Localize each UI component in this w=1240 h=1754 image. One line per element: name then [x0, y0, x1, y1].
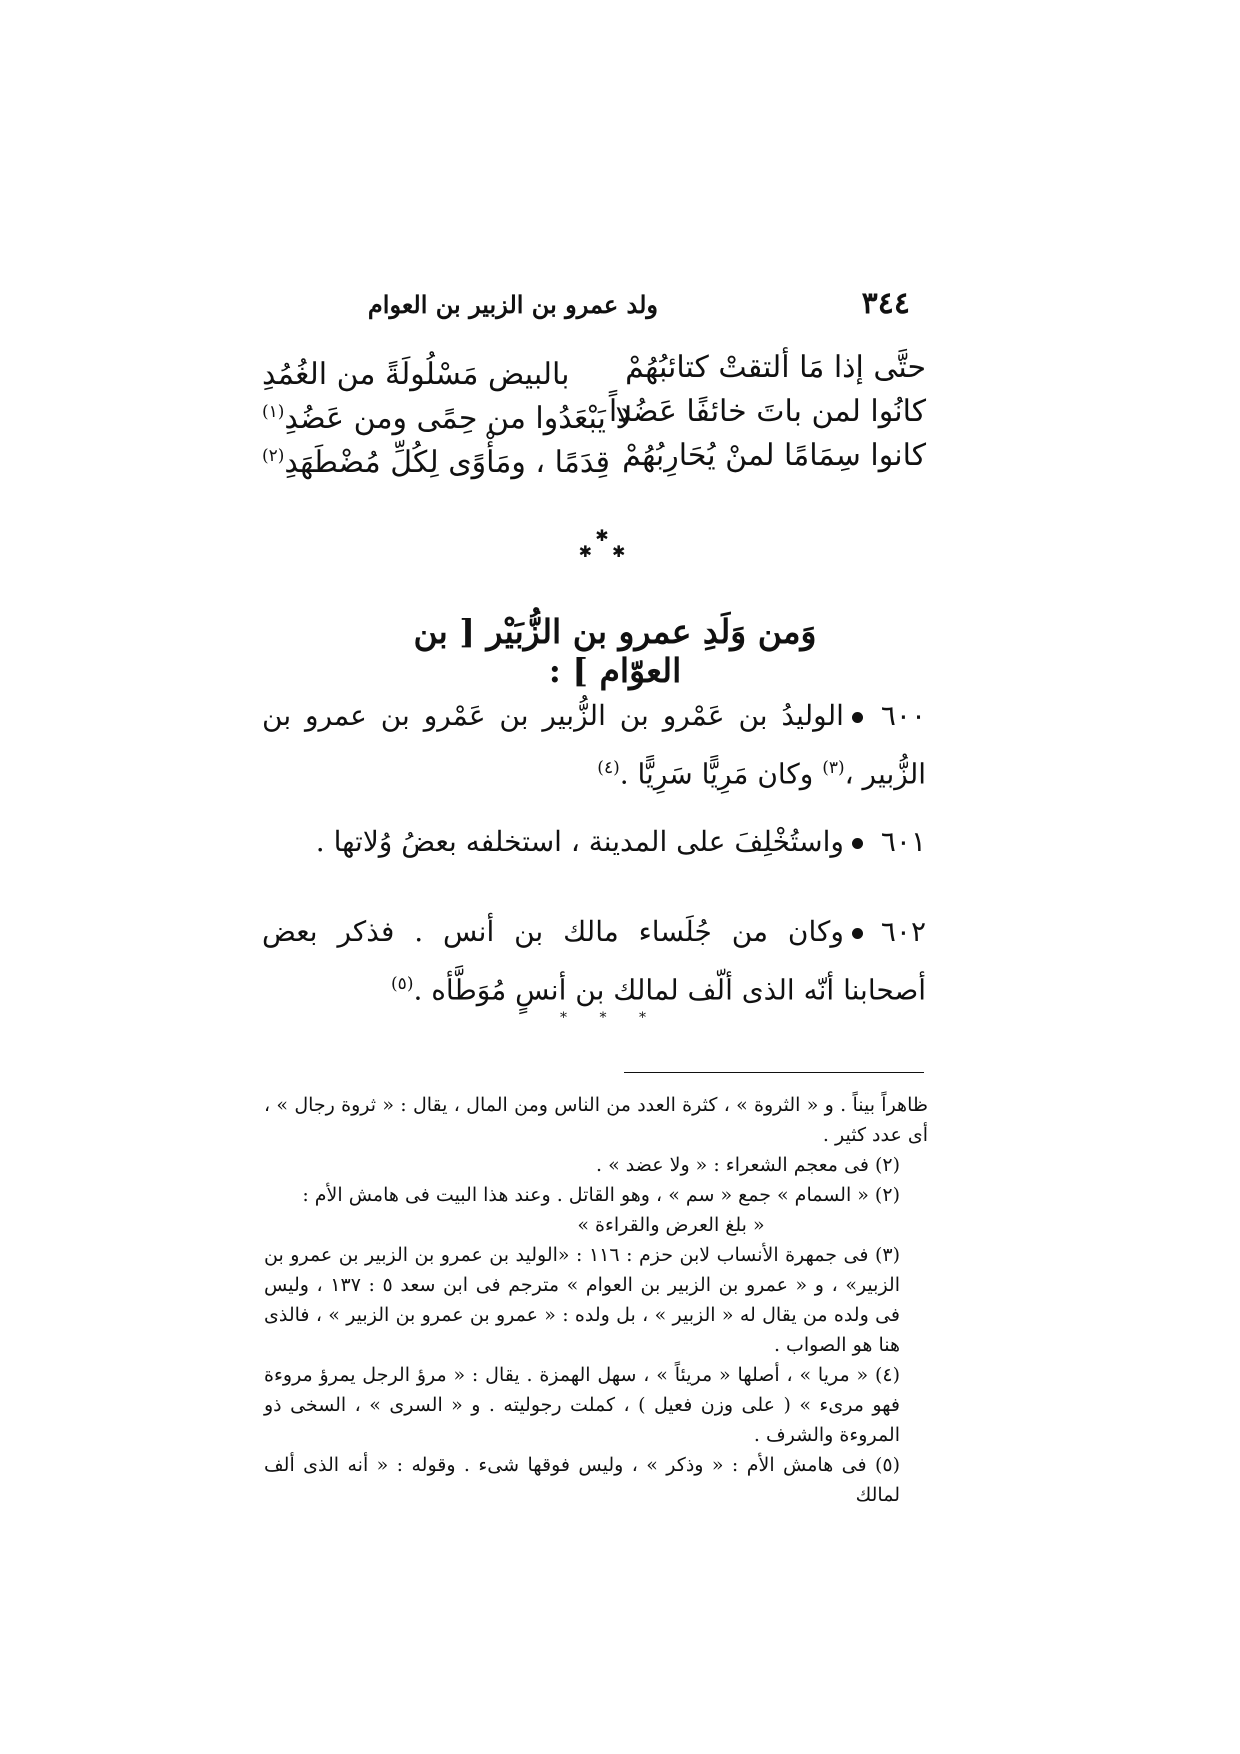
verse-line — [262, 390, 926, 434]
section-end-stars: * * * — [560, 1010, 660, 1026]
ornament-star-pair: ✱✱ — [578, 542, 646, 561]
ornament-star: ✱ — [595, 526, 609, 545]
footnote-ref: (١) — [262, 402, 285, 422]
verse-second-hemistich — [262, 434, 610, 485]
poem-verses — [262, 346, 926, 478]
verse-second-text: لا يَبْعَدُوا من حِمًى ومن عَضُدِ — [284, 401, 633, 436]
footnote: ظاهراً بيناً . و « الثروة » ، كثرة العدد من الناس ومن المال ، يقال : « ثروة رجال » ، أى عدد كثير . — [264, 1094, 928, 1146]
verse-first-hemistich: كانوا سِمَامًا لمنْ يُحَارِبُهُمْ — [622, 438, 926, 473]
verse-first-hemistich: حتَّى إذا مَا ألتقتْ كتائبُهُمْ — [625, 350, 926, 385]
entry-601 — [262, 816, 926, 868]
footnote: (٢) فى معجم الشعراء : « ولا عضد » . — [596, 1154, 900, 1176]
entry-number: ٦٠٠ — [880, 699, 926, 732]
verse-first-hemistich: كانُوا لمن باتَ خائفًا عَضُداً — [608, 394, 926, 429]
bullet-dot — [852, 838, 863, 849]
section-heading: وَمن وَلَدِ عمرو بن الزُّبَيْر [ بن العوّام ] : — [413, 612, 817, 690]
verse-second-text: بالبيض مَسْلُولَةً من الغُمُدِ — [262, 357, 570, 392]
footnote-ref: (٥) — [391, 974, 414, 994]
page-number: ٣٤٤ — [861, 286, 910, 321]
footnote-ref: (٤) — [597, 758, 620, 778]
verse-second-text: قِدَمًا ، ومَأْوًى لِكُلِّ مُضْطَهَدِ — [284, 445, 610, 480]
verse-line — [262, 434, 926, 478]
footnote-ref: (٣) — [822, 758, 845, 778]
entry-text: واستُخْلِفَ على المدينة ، استخلفه بعضُ وُلاتها . — [315, 825, 844, 858]
entry-text: وكان من جُلَساء مالك بن أنس . فذكر بعض أصحابنا أنّه الذى ألّف لمالك بن أنسٍ مُوَطَّأه . — [262, 915, 926, 1007]
entry-number: ٦٠١ — [880, 825, 926, 858]
verse-line — [262, 346, 926, 390]
running-title: ولد عمرو بن الزبير بن العوام — [367, 290, 658, 319]
footnote: (٥) فى هامش الأم : « وذكر » ، وليس فوقها شىء . وقوله : « أنه الذى ألف لمالك — [264, 1454, 900, 1506]
entry-text: الوليدُ بن عَمْرو بن الزُّبير بن عَمْرو بن عمرو بن الزُّبير ، — [262, 699, 926, 791]
footnote-quote: « بلغ العرض والقراءة » — [577, 1214, 765, 1236]
bullet-dot — [852, 928, 863, 939]
entry-602 — [262, 906, 926, 1016]
footnote: (٣) فى جمهرة الأنساب لابن حزم : ١١٦ : «الوليد بن عمرو بن الزبير بن عمرو بن الزبير» ، و « عمرو بن الزبير بن العوام » مترجم فى ابن سعد ٥ : ١٣٧ ، وليس فى ولده من يقال له « الزبير » ، بل ولده : « عمرو بن عمرو بن الزبير » ، فالذى هنا هو الصواب . — [264, 1244, 901, 1356]
footnote-divider — [624, 1072, 924, 1073]
entry-number: ٦٠٢ — [880, 915, 926, 948]
entry-600 — [262, 690, 926, 800]
footnotes — [264, 1090, 928, 1510]
footnote-ref: (٢) — [262, 446, 285, 466]
asterism-ornament — [572, 526, 646, 578]
footnote: (٢) « السمام » جمع « سم » ، وهو القاتل . وعند هذا البيت فى هامش الأم : — [302, 1184, 900, 1206]
entry-text-continued: وكان مَرِيًّا سَرِيًّا . — [619, 757, 814, 791]
running-header — [270, 286, 910, 326]
footnote: (٤) « مريا » ، أصلها « مريئاً » ، سهل الهمزة . يقال : « مرؤ الرجل يمرؤ مروءة فهو مرىء » ( على وزن فعيل ) ، كملت رجوليته . و « السرى » ، السخى ذو المروءة والشرف . — [264, 1364, 900, 1446]
bullet-dot — [852, 712, 863, 723]
